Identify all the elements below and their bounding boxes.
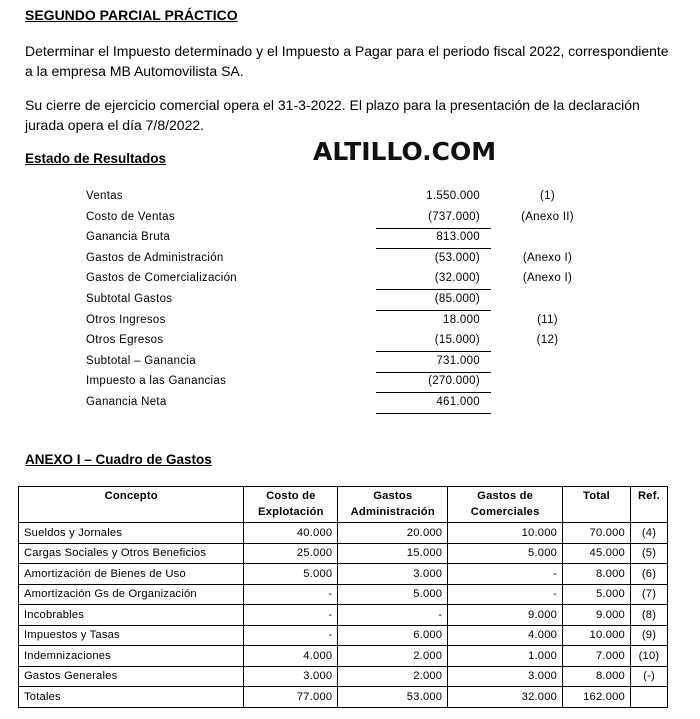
row-amount: (737.000)	[428, 210, 480, 223]
table-cell: 9.000	[563, 605, 631, 626]
table-cell: 1.000	[448, 646, 563, 667]
annex-heading: ANEXO I – Cuadro de Gastos	[25, 452, 212, 467]
table-cell: 3.000	[448, 666, 563, 687]
table-cell: -	[244, 584, 338, 605]
row-amount: 18.000	[443, 313, 480, 326]
table-cell: 5.000	[244, 564, 338, 585]
table-cell: 40.000	[244, 523, 338, 544]
row-reference: (Anexo I)	[522, 251, 573, 264]
row-label: Ganancia Neta	[86, 396, 167, 408]
expenses-table	[18, 486, 668, 708]
table-totals-row	[19, 687, 668, 708]
table-row	[19, 584, 668, 605]
row-amount: (53.000)	[434, 251, 480, 264]
table-cell: Sueldos y Jornales	[19, 523, 244, 544]
row-reference: (1)	[540, 190, 555, 202]
table-cell: 10.000	[448, 523, 563, 544]
table-row	[19, 625, 668, 646]
statement-row	[0, 188, 700, 208]
row-label: Impuesto a las Ganancias	[86, 375, 227, 388]
table-cell: (5)	[630, 543, 667, 564]
table-cell: 8.000	[563, 666, 631, 687]
table-cell	[630, 687, 667, 708]
table-cell: (7)	[630, 584, 667, 605]
table-cell: (9)	[630, 625, 667, 646]
table-cell: (6)	[630, 564, 667, 585]
instruction-paragraph: Determinar el Impuesto determinado y el Impuesto a Pagar para el periodo fiscal 2022, correspondiente a la empresa MB Automovilista SA.	[25, 43, 669, 79]
statement-row	[0, 373, 700, 393]
table-cell: -	[448, 584, 563, 605]
table-cell: Cargas Sociales y Otros Beneficios	[19, 543, 244, 564]
statement-row	[0, 250, 700, 270]
statement-row	[0, 394, 700, 414]
table-cell: 45.000	[563, 543, 631, 564]
table-cell: 5.000	[563, 584, 631, 605]
table-cell: 25.000	[244, 543, 338, 564]
table-row	[19, 523, 668, 544]
subtotal-rule	[376, 413, 491, 414]
statement-row	[0, 332, 700, 352]
table-cell: (8)	[630, 605, 667, 626]
row-label: Ganancia Bruta	[86, 231, 171, 244]
table-cell: 9.000	[448, 605, 563, 626]
table-row	[19, 646, 668, 667]
table-header-row	[19, 487, 668, 523]
table-row	[19, 605, 668, 626]
row-amount: 731.000	[436, 354, 480, 367]
table-cell: 3.000	[244, 666, 338, 687]
table-cell: (4)	[630, 523, 667, 544]
table-row	[19, 564, 668, 585]
row-amount: (85.000)	[434, 293, 480, 305]
column-header: Gastos Administración	[338, 487, 448, 523]
column-header: Gastos de Comerciales	[448, 487, 563, 523]
row-reference: (12)	[536, 334, 559, 347]
table-cell: 53.000	[338, 687, 448, 708]
row-label: Ventas	[86, 190, 123, 202]
row-label: Gastos de Administración	[86, 251, 224, 264]
statement-row	[0, 353, 700, 373]
table-cell: Gastos Generales	[19, 666, 244, 687]
page-title: SEGUNDO PARCIAL PRÁCTICO	[25, 7, 238, 23]
row-reference: (Anexo I)	[522, 272, 573, 285]
table-cell: 5.000	[448, 543, 563, 564]
table-cell: 162.000	[563, 687, 631, 708]
row-reference: (Anexo II)	[521, 210, 574, 223]
row-reference: (11)	[537, 313, 558, 326]
table-cell: Incobrables	[19, 605, 244, 626]
table-cell: 15.000	[338, 543, 448, 564]
table-cell: -	[244, 605, 338, 626]
statement-row	[0, 312, 700, 332]
table-cell: 77.000	[244, 687, 338, 708]
table-cell: 6.000	[338, 625, 448, 646]
row-label: Gastos de Comercialización	[86, 272, 237, 285]
table-cell: Amortización de Bienes de Uso	[19, 564, 244, 585]
table-cell: (10)	[630, 646, 667, 667]
row-label: Otros Ingresos	[86, 313, 166, 326]
row-amount: 461.000	[436, 396, 480, 408]
table-cell: -	[338, 605, 448, 626]
row-amount: 813.000	[436, 231, 480, 244]
row-label: Otros Egresos	[86, 334, 164, 347]
column-header: Ref.	[630, 487, 667, 523]
income-statement-heading: Estado de Resultados	[25, 151, 167, 166]
table-cell: 5.000	[338, 584, 448, 605]
row-amount: (32.000)	[434, 272, 480, 285]
table-cell: Impuestos y Tasas	[19, 625, 244, 646]
row-amount: 1.550.000	[426, 190, 480, 202]
table-cell: 4.000	[244, 646, 338, 667]
table-cell: 3.000	[338, 564, 448, 585]
table-cell: 70.000	[563, 523, 631, 544]
column-header: Concepto	[19, 487, 244, 523]
table-cell: 4.000	[448, 625, 563, 646]
table-cell: 20.000	[338, 523, 448, 544]
statement-row	[0, 291, 700, 311]
row-label: Subtotal Gastos	[86, 293, 173, 305]
deadline-paragraph: Su cierre de ejercicio comercial opera el 31-3-2022. El plazo para la presentación de la declaración jurada opera el día 7/8/2022.	[25, 97, 640, 133]
watermark-logo: ALTILLO.COM	[313, 137, 497, 166]
table-cell: (-)	[630, 666, 667, 687]
table-cell: -	[244, 625, 338, 646]
table-row	[19, 543, 668, 564]
row-label: Costo de Ventas	[86, 210, 175, 223]
row-amount: (270.000)	[428, 375, 480, 388]
row-amount: (15.000)	[434, 334, 480, 347]
table-cell: -	[448, 564, 563, 585]
table-cell: 8.000	[563, 564, 631, 585]
table-cell: Indemnizaciones	[19, 646, 244, 667]
statement-row	[0, 209, 700, 229]
table-row	[19, 666, 668, 687]
statement-row	[0, 270, 700, 290]
row-label: Subtotal – Ganancia	[86, 354, 196, 367]
table-cell: Totales	[19, 687, 244, 708]
table-cell: 10.000	[563, 625, 631, 646]
column-header: Total	[563, 487, 631, 523]
column-header: Costo de Explotación	[244, 487, 338, 523]
table-cell: Amortización Gs de Organización	[19, 584, 244, 605]
statement-row	[0, 229, 700, 249]
table-cell: 2.000	[338, 646, 448, 667]
table-cell: 7.000	[563, 646, 631, 667]
table-cell: 2.000	[338, 666, 448, 687]
table-cell: 32.000	[448, 687, 563, 708]
